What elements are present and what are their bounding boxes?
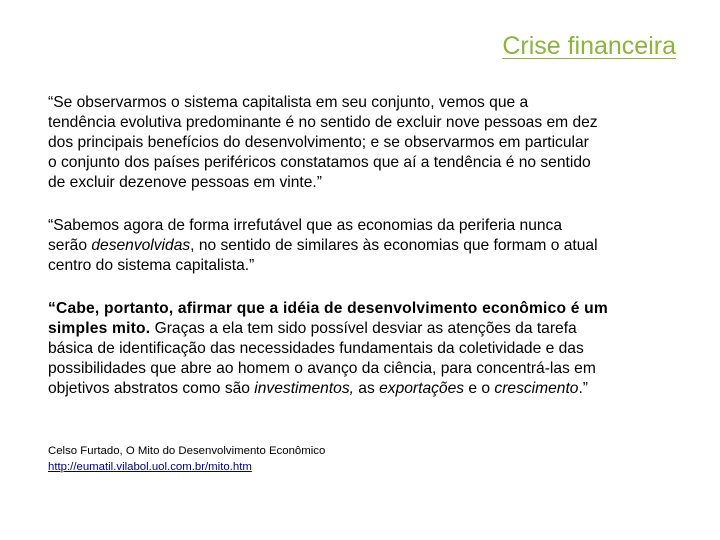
quote-1-line: o conjunto dos países periféricos constatamos que aí a tendência é no sentido bbox=[48, 154, 591, 171]
quote-1-line: de excluir dezenove pessoas em vinte.” bbox=[48, 174, 322, 191]
source-citation: Celso Furtado, O Mito do Desenvolvimento Econômico bbox=[48, 445, 326, 457]
quote-paragraph-3 bbox=[48, 299, 720, 399]
slide-title: Crise financeira bbox=[502, 32, 676, 60]
quote-3-emphasis: crescimento bbox=[494, 380, 579, 397]
quote-3-text: e o bbox=[464, 380, 495, 397]
quote-paragraph-1 bbox=[48, 93, 720, 193]
quote-3-line: possibilidades que abre ao homem o avanço da ciência, para concentrá-las em bbox=[48, 360, 596, 377]
quote-3-line bbox=[48, 319, 720, 339]
quote-3-text: as bbox=[353, 380, 380, 397]
quote-3-line: básica de identificação das necessidades fundamentais da coletividade e das bbox=[48, 340, 584, 357]
quote-3-line bbox=[48, 379, 720, 399]
quote-2-line bbox=[48, 236, 720, 256]
quote-2-text: serão bbox=[48, 237, 92, 254]
quote-1-line: tendência evolutiva predominante é no sentido de excluir nove pessoas em dez bbox=[48, 114, 598, 131]
source-citation-block bbox=[48, 443, 325, 475]
quote-1-line: dos principais benefícios do desenvolvimento; e se observarmos em particular bbox=[48, 134, 589, 151]
quote-3-text: .” bbox=[578, 380, 588, 397]
quote-1-line: “Se observarmos o sistema capitalista em seu conjunto, vemos que a bbox=[48, 94, 529, 111]
quote-paragraph-2 bbox=[48, 216, 720, 276]
quote-3-emphasis: exportações bbox=[379, 380, 465, 397]
quote-2-line: “Sabemos agora de forma irrefutável que as economias da periferia nunca bbox=[48, 217, 563, 234]
quote-2-emphasis: desenvolvidas bbox=[91, 237, 191, 254]
quote-3-text: objetivos abstratos como são bbox=[48, 380, 255, 397]
source-link[interactable]: http://eumatil.vilabol.uol.com.br/mito.htm bbox=[48, 461, 252, 473]
quote-2-text: , no sentido de similares às economias que formam o atual bbox=[190, 237, 598, 254]
quote-3-emphasis: investimentos, bbox=[254, 380, 354, 397]
quote-3-bold-text: simples mito. bbox=[48, 320, 151, 337]
quote-2-line: centro do sistema capitalista.” bbox=[48, 257, 255, 274]
quote-3-text: Graças a ela tem sido possível desviar as atenções da tarefa bbox=[150, 320, 577, 337]
quote-3-line: “Cabe, portanto, afirmar que a idéia de desenvolvimento econômico é um bbox=[48, 300, 608, 317]
quotes-body bbox=[48, 93, 720, 399]
